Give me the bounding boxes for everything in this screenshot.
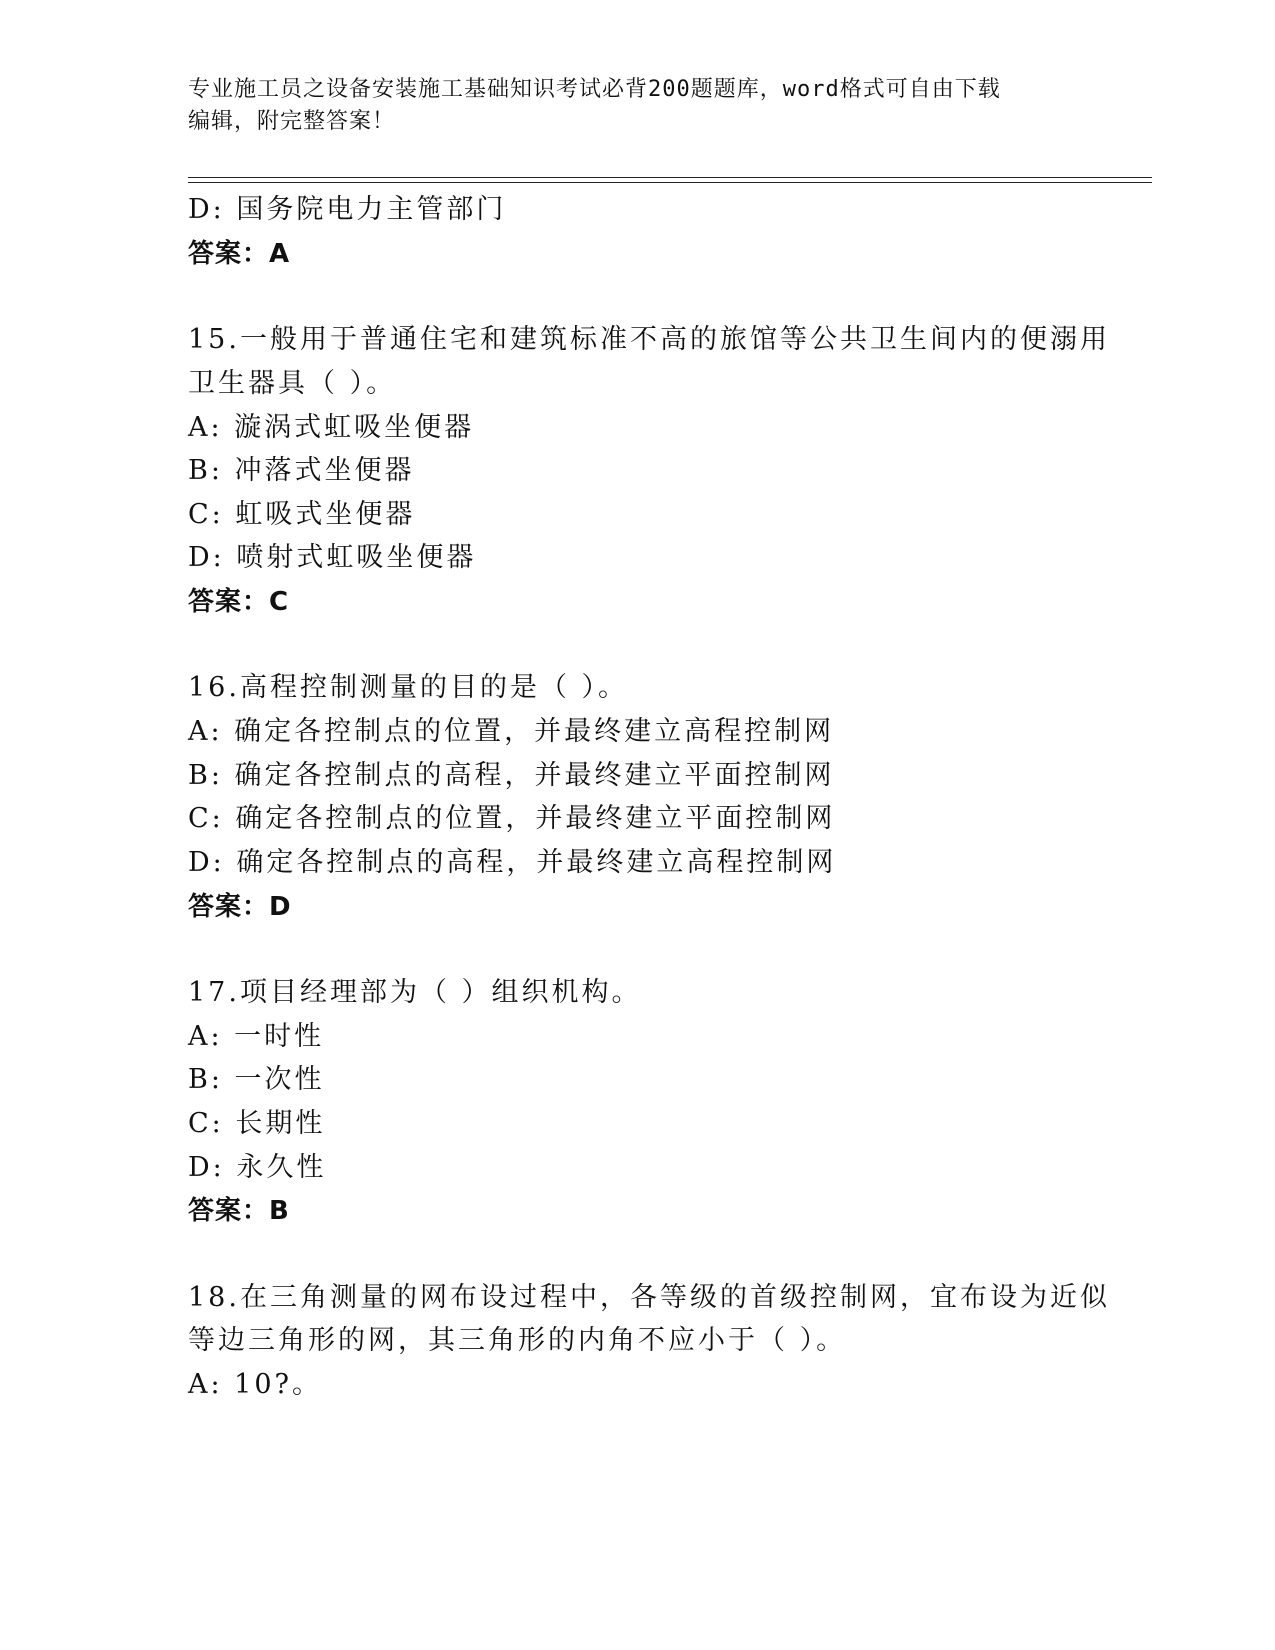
q17-option-a: A: 一时性 (188, 1021, 325, 1052)
q16-option-d: D: 确定各控制点的高程，并最终建立高程控制网 (188, 847, 837, 878)
q18-stem-line-1: 18.在三角测量的网布设过程中，各等级的首级控制网，宜布设为近似 (188, 1282, 1110, 1313)
q17-stem-line-1: 17.项目经理部为（ ）组织机构。 (188, 977, 642, 1008)
q16-option-c: C: 确定各控制点的位置，并最终建立平面控制网 (188, 803, 836, 834)
header-title-line-2: 编辑，附完整答案！ (188, 109, 396, 134)
q16-option-b: B: 确定各控制点的高程，并最终建立平面控制网 (188, 760, 835, 791)
document-header (188, 74, 1088, 138)
q14-option-d: D: 国务院电力主管部门 (188, 194, 507, 225)
header-divider-top (188, 177, 1152, 178)
q18-stem-line-2: 等边三角形的网，其三角形的内角不应小于（ ）。 (188, 1325, 847, 1356)
q17-option-b: B: 一次性 (188, 1064, 325, 1095)
q15-option-a: A: 漩涡式虹吸坐便器 (188, 412, 475, 443)
q15-answer: 答案：C (188, 587, 290, 617)
q15-option-d: D: 喷射式虹吸坐便器 (188, 542, 477, 573)
header-title-line-1: 专业施工员之设备安装施工基础知识考试必背200题题库，word格式可自由下载 (188, 77, 1001, 102)
q18-option-a: A: 10?。 (188, 1369, 323, 1400)
q16-option-a: A: 确定各控制点的位置，并最终建立高程控制网 (188, 716, 835, 747)
q15-option-c: C: 虹吸式坐便器 (188, 499, 416, 530)
q14-answer: 答案：A (188, 239, 291, 269)
q17-option-d: D: 永久性 (188, 1152, 327, 1183)
q15-option-b: B: 冲落式坐便器 (188, 455, 415, 486)
q15-stem-line-2: 卫生器具（ ）。 (188, 368, 397, 399)
q17-answer: 答案：B (188, 1196, 290, 1226)
q16-stem-line-1: 16.高程控制测量的目的是（ ）。 (188, 672, 629, 703)
q17-option-c: C: 长期性 (188, 1108, 326, 1139)
header-divider-bottom (188, 182, 1152, 183)
q15-stem-line-1: 15.一般用于普通住宅和建筑标准不高的旅馆等公共卫生间内的便溺用 (188, 324, 1110, 355)
q16-answer: 答案：D (188, 892, 292, 922)
